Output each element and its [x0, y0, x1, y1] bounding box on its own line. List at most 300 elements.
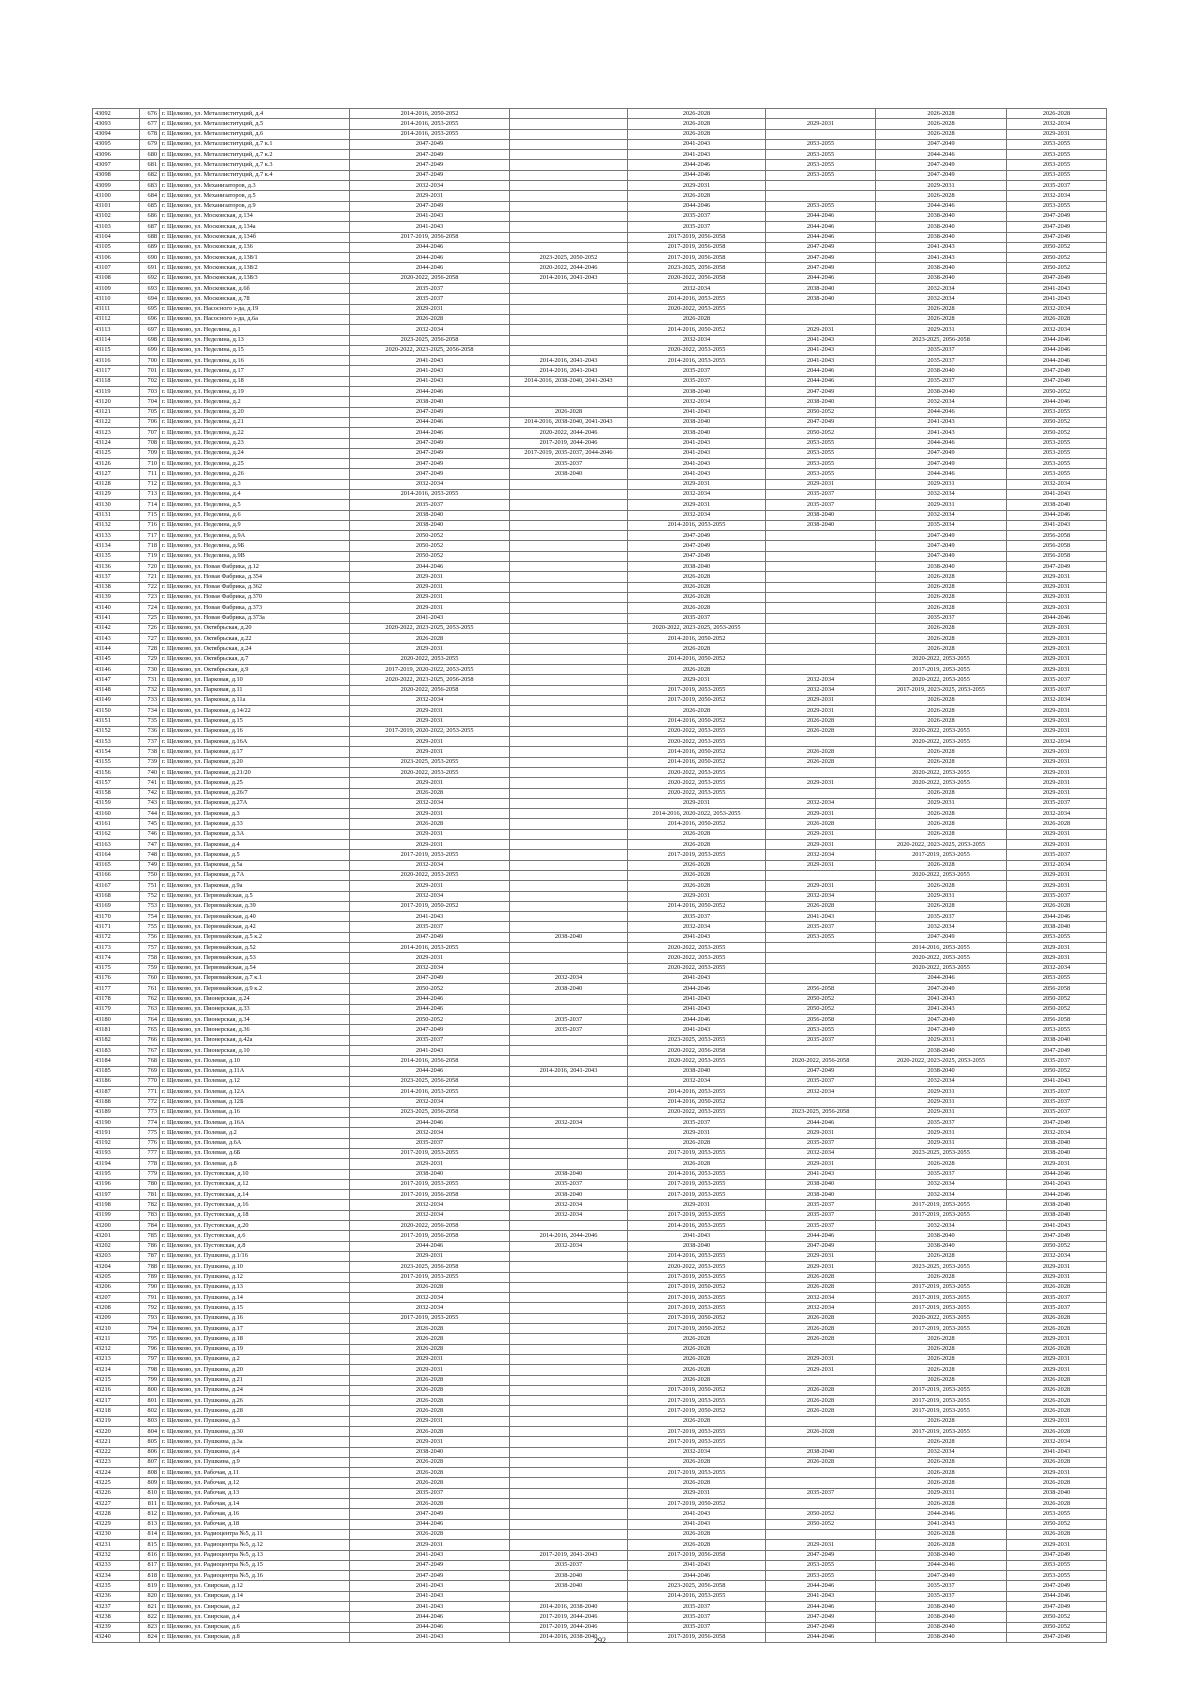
cell-id: 43201: [93, 1231, 140, 1241]
cell-p5: 2026-2028: [876, 809, 1007, 819]
cell-p6: 2032-2034: [1007, 860, 1107, 870]
table-row: [93, 994, 1107, 1004]
cell-id: 43173: [93, 943, 140, 953]
cell-p2: [510, 222, 628, 232]
cell-p4: [766, 768, 876, 778]
cell-id: 43165: [93, 860, 140, 870]
cell-id: 43142: [93, 623, 140, 633]
cell-p6: 2029-2031: [1007, 870, 1107, 880]
cell-n: 679: [140, 139, 160, 149]
cell-p5: 2047-2049: [876, 459, 1007, 469]
cell-id: 43127: [93, 469, 140, 479]
cell-id: 43212: [93, 1344, 140, 1354]
cell-p1: 2026-2028: [350, 1375, 510, 1385]
cell-p2: [510, 1385, 628, 1395]
cell-p6: 2050-2052: [1007, 242, 1107, 252]
cell-address: г. Щелково, ул. Первомайская, д.39: [160, 901, 350, 911]
cell-n: 681: [140, 160, 160, 170]
cell-n: 808: [140, 1468, 160, 1478]
cell-p1: 2029-2031: [350, 644, 510, 654]
cell-n: 817: [140, 1560, 160, 1570]
cell-n: 720: [140, 562, 160, 572]
cell-address: г. Щелково, ул. Парковая, д.3А: [160, 829, 350, 839]
cell-p6: 2050-2052: [1007, 994, 1107, 1004]
table-row: [93, 1097, 1107, 1107]
cell-p1: 2044-2046: [350, 1066, 510, 1076]
cell-id: 43155: [93, 757, 140, 767]
cell-p3: 2038-2040: [628, 387, 766, 397]
cell-p4: 2041-2043: [766, 1591, 876, 1601]
cell-p5: 2035-2037: [876, 1581, 1007, 1591]
cell-id: 43181: [93, 1025, 140, 1035]
cell-n: 677: [140, 119, 160, 129]
cell-p4: 2032-2034: [766, 1087, 876, 1097]
cell-p6: 2044-2046: [1007, 335, 1107, 345]
cell-p2: 2032-2034: [510, 1210, 628, 1220]
cell-p1: 2041-2043: [350, 211, 510, 221]
cell-p5: 2038-2040: [876, 1550, 1007, 1560]
cell-n: 689: [140, 242, 160, 252]
cell-p3: 2017-2019, 2050-2052: [628, 1282, 766, 1292]
cell-p1: 2035-2037: [350, 922, 510, 932]
cell-p4: [766, 191, 876, 201]
cell-p4: 2044-2046: [766, 376, 876, 386]
cell-id: 43187: [93, 1087, 140, 1097]
cell-p4: [766, 1375, 876, 1385]
cell-id: 43105: [93, 242, 140, 252]
cell-p6: 2032-2034: [1007, 1437, 1107, 1447]
table-row: [93, 798, 1107, 808]
cell-p3: 2041-2043: [628, 994, 766, 1004]
table-row: [93, 1344, 1107, 1354]
cell-p3: 2020-2022, 2053-2055: [628, 788, 766, 798]
cell-p2: [510, 531, 628, 541]
table-row: [93, 1241, 1107, 1251]
cell-p1: 2032-2034: [350, 1097, 510, 1107]
table-row: [93, 1066, 1107, 1076]
cell-id: 43092: [93, 109, 140, 119]
cell-p6: 2041-2043: [1007, 1447, 1107, 1457]
cell-p2: [510, 778, 628, 788]
cell-p3: 2026-2028: [628, 881, 766, 891]
cell-p1: 2038-2040: [350, 397, 510, 407]
cell-p2: 2026-2028: [510, 407, 628, 417]
cell-id: 43237: [93, 1602, 140, 1612]
cell-p1: 2014-2016, 2053-2055: [350, 489, 510, 499]
cell-p2: [510, 242, 628, 252]
cell-p3: 2041-2043: [628, 1560, 766, 1570]
cell-n: 770: [140, 1076, 160, 1086]
cell-p2: [510, 1396, 628, 1406]
cell-p4: 2053-2055: [766, 438, 876, 448]
cell-p2: [510, 1354, 628, 1364]
cell-p4: [766, 582, 876, 592]
cell-p6: 2047-2049: [1007, 1550, 1107, 1560]
cell-p2: 2035-2037: [510, 1179, 628, 1189]
cell-p1: 2044-2046: [350, 1622, 510, 1632]
table-row: [93, 1365, 1107, 1375]
cell-address: г. Щелково, ул. Пушкина, д.3а: [160, 1437, 350, 1447]
cell-p1: 2050-2052: [350, 551, 510, 561]
cell-p1: 2035-2037: [350, 500, 510, 510]
cell-p2: [510, 201, 628, 211]
cell-p5: 2026-2028: [876, 1251, 1007, 1261]
cell-p5: 2020-2022, 2053-2055: [876, 870, 1007, 880]
cell-p3: 2020-2022, 2053-2055: [628, 304, 766, 314]
cell-p6: 2035-2037: [1007, 1087, 1107, 1097]
cell-p2: 2038-2040: [510, 1571, 628, 1581]
cell-p2: [510, 757, 628, 767]
cell-p5: 2026-2028: [876, 1334, 1007, 1344]
cell-id: 43228: [93, 1509, 140, 1519]
table-row: [93, 201, 1107, 211]
cell-p1: 2047-2049: [350, 160, 510, 170]
cell-id: 43097: [93, 160, 140, 170]
cell-p3: 2032-2034: [628, 284, 766, 294]
cell-p2: [510, 768, 628, 778]
cell-n: 731: [140, 675, 160, 685]
cell-p2: [510, 613, 628, 623]
cell-address: г. Щелково, ул. Насосного з-да, д.6а: [160, 314, 350, 324]
cell-p3: 2023-2025, 2056-2058: [628, 263, 766, 273]
cell-p5: 2047-2049: [876, 448, 1007, 458]
cell-p6: 2029-2031: [1007, 1272, 1107, 1282]
cell-address: г. Щелково, ул. Пушкина, д.30: [160, 1427, 350, 1437]
cell-p6: 2047-2049: [1007, 562, 1107, 572]
cell-p5: 2026-2028: [876, 634, 1007, 644]
cell-p5: 2026-2028: [876, 603, 1007, 613]
cell-p4: 2047-2049: [766, 253, 876, 263]
cell-p6: 2029-2031: [1007, 1540, 1107, 1550]
cell-p1: 2026-2028: [350, 1529, 510, 1539]
cell-p6: 2044-2046: [1007, 912, 1107, 922]
cell-p3: 2041-2043: [628, 932, 766, 942]
cell-p3: 2014-2016, 2053-2055: [628, 520, 766, 530]
cell-p3: 2026-2028: [628, 1457, 766, 1467]
table-row: [93, 459, 1107, 469]
cell-id: 43224: [93, 1468, 140, 1478]
cell-n: 701: [140, 366, 160, 376]
cell-p5: 2026-2028: [876, 1272, 1007, 1282]
cell-n: 768: [140, 1056, 160, 1066]
cell-p4: 2038-2040: [766, 1179, 876, 1189]
cell-p1: 2023-2025, 2056-2058: [350, 335, 510, 345]
cell-p3: 2023-2025, 2056-2058: [628, 1581, 766, 1591]
cell-address: г. Щелково, ул. Пушкина, д.1/16: [160, 1251, 350, 1261]
cell-p1: 2035-2037: [350, 1035, 510, 1045]
cell-id: 43135: [93, 551, 140, 561]
cell-id: 43169: [93, 901, 140, 911]
table-row: [93, 1118, 1107, 1128]
cell-p2: [510, 1324, 628, 1334]
cell-address: г. Щелково, ул. Пионерская, д.42а: [160, 1035, 350, 1045]
cell-n: 756: [140, 932, 160, 942]
cell-address: г. Щелково, ул. Пушкина, д.20: [160, 1365, 350, 1375]
cell-id: 43107: [93, 263, 140, 273]
cell-p2: [510, 881, 628, 891]
cell-p1: 2014-2016, 2053-2055: [350, 129, 510, 139]
cell-id: 43197: [93, 1190, 140, 1200]
table-row: [93, 469, 1107, 479]
cell-p3: 2032-2034: [628, 397, 766, 407]
cell-p2: 2014-2016, 2038-2040: [510, 1602, 628, 1612]
cell-id: 43095: [93, 139, 140, 149]
table-row: [93, 963, 1107, 973]
cell-p1: 2044-2046: [350, 387, 510, 397]
cell-p3: 2038-2040: [628, 417, 766, 427]
cell-n: 814: [140, 1529, 160, 1539]
table-row: [93, 1221, 1107, 1231]
cell-p2: [510, 603, 628, 613]
table-row: [93, 1025, 1107, 1035]
cell-address: г. Щелково, ул. Пионерская, д.33: [160, 1004, 350, 1014]
cell-p4: 2026-2028: [766, 726, 876, 736]
cell-p3: 2035-2037: [628, 912, 766, 922]
cell-id: 43160: [93, 809, 140, 819]
table-row: [93, 778, 1107, 788]
cell-p2: [510, 1529, 628, 1539]
cell-p1: 2029-2031: [350, 1416, 510, 1426]
cell-p5: 2029-2031: [876, 181, 1007, 191]
cell-address: г. Щелково, ул. Свирская, д.4: [160, 1612, 350, 1622]
cell-address: г. Щелково, ул. Пустовская, д.6: [160, 1231, 350, 1241]
cell-p3: 2035-2037: [628, 613, 766, 623]
cell-p4: [766, 973, 876, 983]
cell-p3: 2014-2016, 2050-2052: [628, 716, 766, 726]
cell-address: г. Щелково, ул. Новая Фабрика, д.370: [160, 592, 350, 602]
cell-id: 43219: [93, 1416, 140, 1426]
cell-p1: 2032-2034: [350, 1210, 510, 1220]
cell-p5: 2026-2028: [876, 1344, 1007, 1354]
cell-address: г. Щелково, ул. Неделина, д.9: [160, 520, 350, 530]
cell-p5: 2020-2022, 2023-2025, 2053-2055: [876, 840, 1007, 850]
cell-p5: 2020-2022, 2053-2055: [876, 675, 1007, 685]
cell-p5: 2026-2028: [876, 1529, 1007, 1539]
cell-p2: [510, 500, 628, 510]
cell-p5: 2026-2028: [876, 1416, 1007, 1426]
cell-id: 43162: [93, 829, 140, 839]
table-row: [93, 489, 1107, 499]
cell-p5: 2032-2034: [876, 294, 1007, 304]
cell-p6: 2047-2049: [1007, 211, 1107, 221]
cell-p4: 2047-2049: [766, 1066, 876, 1076]
cell-p4: 2047-2049: [766, 1241, 876, 1251]
cell-address: г. Щелково, ул. Первомайская, д.42: [160, 922, 350, 932]
cell-p3: 2029-2031: [628, 1488, 766, 1498]
cell-p6: 2056-2058: [1007, 984, 1107, 994]
cell-p1: 2029-2031: [350, 716, 510, 726]
cell-p6: 2050-2052: [1007, 263, 1107, 273]
cell-p6: 2029-2031: [1007, 829, 1107, 839]
table-row: [93, 366, 1107, 376]
cell-address: г. Щелково, ул. Рабочая, д.14: [160, 1499, 350, 1509]
cell-p4: 2035-2037: [766, 1210, 876, 1220]
cell-n: 780: [140, 1179, 160, 1189]
cell-p5: 2014-2016, 2053-2055: [876, 943, 1007, 953]
cell-p6: 2044-2046: [1007, 397, 1107, 407]
cell-p3: 2017-2019, 2050-2052: [628, 1406, 766, 1416]
cell-p1: 2050-2052: [350, 984, 510, 994]
cell-p6: 2044-2046: [1007, 1190, 1107, 1200]
cell-address: г. Щелково, ул. Рабочая, д.11: [160, 1468, 350, 1478]
table-row: [93, 160, 1107, 170]
cell-p4: 2047-2049: [766, 242, 876, 252]
cell-address: г. Щелково, ул. Неделина, д.17: [160, 366, 350, 376]
table-row: [93, 1581, 1107, 1591]
cell-n: 815: [140, 1540, 160, 1550]
cell-p1: 2029-2031: [350, 1159, 510, 1169]
cell-p5: 2026-2028: [876, 819, 1007, 829]
cell-id: 43113: [93, 325, 140, 335]
cell-address: г. Щелково, ул. Парковая, д.5: [160, 850, 350, 860]
cell-p6: 2029-2031: [1007, 757, 1107, 767]
table-row: [93, 840, 1107, 850]
cell-p5: 2026-2028: [876, 129, 1007, 139]
cell-p4: 2029-2031: [766, 1354, 876, 1364]
cell-n: 724: [140, 603, 160, 613]
cell-p1: 2029-2031: [350, 1251, 510, 1261]
cell-address: г. Щелково, ул. Пустовская, д.18: [160, 1210, 350, 1220]
cell-address: г. Щелково, ул. Пушкина, д.3: [160, 1416, 350, 1426]
cell-p1: 2044-2046: [350, 253, 510, 263]
table-row: [93, 520, 1107, 530]
cell-p2: [510, 1313, 628, 1323]
cell-p4: 2044-2046: [766, 211, 876, 221]
cell-p2: [510, 706, 628, 716]
cell-address: г. Щелково, ул. Свирская, д.2: [160, 1602, 350, 1612]
cell-p3: 2017-2019, 2056-2058: [628, 242, 766, 252]
cell-p4: 2035-2037: [766, 1035, 876, 1045]
cell-p6: 2029-2031: [1007, 623, 1107, 633]
cell-p2: 2032-2034: [510, 1241, 628, 1251]
cell-p3: 2014-2016, 2053-2055: [628, 1087, 766, 1097]
cell-id: 43137: [93, 572, 140, 582]
cell-p1: 2041-2043: [350, 1046, 510, 1056]
cell-p4: 2041-2043: [766, 356, 876, 366]
cell-p4: 2047-2049: [766, 1622, 876, 1632]
cell-p5: 2017-2019, 2053-2055: [876, 850, 1007, 860]
table-row: [93, 232, 1107, 242]
cell-n: 730: [140, 665, 160, 675]
cell-address: г. Щелково, ул. Полевая, д.12: [160, 1076, 350, 1086]
cell-address: г. Щелково, ул. Пустовская, д.10: [160, 1169, 350, 1179]
cell-address: г. Щелково, ул. Металлиституций, д.7 к.3: [160, 160, 350, 170]
cell-p1: 2029-2031: [350, 953, 510, 963]
table-row: [93, 1354, 1107, 1364]
cell-p2: [510, 1447, 628, 1457]
cell-p6: 2035-2037: [1007, 1107, 1107, 1117]
table-row: [93, 1159, 1107, 1169]
cell-p1: 2047-2049: [350, 438, 510, 448]
cell-id: 43154: [93, 747, 140, 757]
cell-n: 707: [140, 428, 160, 438]
cell-p6: 2029-2031: [1007, 129, 1107, 139]
cell-p6: 2035-2037: [1007, 891, 1107, 901]
cell-n: 760: [140, 973, 160, 983]
cell-p4: 2050-2052: [766, 994, 876, 1004]
cell-p2: [510, 1540, 628, 1550]
cell-p5: 2035-2037: [876, 1118, 1007, 1128]
cell-p5: 2026-2028: [876, 1499, 1007, 1509]
cell-n: 700: [140, 356, 160, 366]
cell-p1: 2017-2019, 2053-2055: [350, 850, 510, 860]
cell-address: г. Щелково, ул. Радиоцентра №5, д.11: [160, 1529, 350, 1539]
cell-address: г. Щелково, ул. Первомайская, д.9 к.2: [160, 984, 350, 994]
cell-p2: [510, 623, 628, 633]
cell-n: 811: [140, 1499, 160, 1509]
cell-p3: 2029-2031: [628, 500, 766, 510]
cell-id: 43176: [93, 973, 140, 983]
cell-p6: 2053-2055: [1007, 973, 1107, 983]
cell-p3: 2041-2043: [628, 139, 766, 149]
cell-p3: 2029-2031: [628, 181, 766, 191]
cell-p1: 2029-2031: [350, 592, 510, 602]
cell-p5: 2047-2049: [876, 1571, 1007, 1581]
cell-p3: 2023-2025, 2053-2055: [628, 1035, 766, 1045]
cell-address: г. Щелково, ул. Пионерская, д.10: [160, 1046, 350, 1056]
cell-address: г. Щелково, ул. Металлиституций, д.7 к.1: [160, 139, 350, 149]
cell-p4: 2053-2055: [766, 1571, 876, 1581]
cell-n: 821: [140, 1602, 160, 1612]
cell-p4: 2026-2028: [766, 1324, 876, 1334]
cell-p5: 2026-2028: [876, 582, 1007, 592]
cell-p3: 2026-2028: [628, 603, 766, 613]
cell-p6: 2041-2043: [1007, 1179, 1107, 1189]
cell-p5: 2026-2028: [876, 695, 1007, 705]
cell-id: 43164: [93, 850, 140, 860]
table-row: [93, 551, 1107, 561]
cell-p3: 2020-2022, 2056-2058: [628, 1046, 766, 1056]
cell-address: г. Щелково, ул. Московская, д.134б: [160, 232, 350, 242]
cell-p6: 2050-2052: [1007, 253, 1107, 263]
table-row: [93, 263, 1107, 273]
cell-address: г. Щелково, ул. Полевая, д.12А: [160, 1087, 350, 1097]
cell-p4: [766, 1344, 876, 1354]
cell-p3: 2026-2028: [628, 572, 766, 582]
cell-address: г. Щелково, ул. Первомайская, д.40: [160, 912, 350, 922]
cell-p3: 2032-2034: [628, 1076, 766, 1086]
cell-p5: 2032-2034: [876, 1447, 1007, 1457]
cell-p2: [510, 139, 628, 149]
cell-p1: 2017-2019, 2053-2055: [350, 1313, 510, 1323]
cell-p4: 2029-2031: [766, 840, 876, 850]
cell-p6: 2035-2037: [1007, 850, 1107, 860]
cell-address: г. Щелково, ул. Рабочая, д.13: [160, 1488, 350, 1498]
cell-p1: 2041-2043: [350, 356, 510, 366]
cell-address: г. Щелково, ул. Первомайская, д.5: [160, 891, 350, 901]
cell-p5: 2020-2022, 2053-2055: [876, 778, 1007, 788]
table-row: [93, 675, 1107, 685]
cell-n: 765: [140, 1025, 160, 1035]
cell-p5: 2044-2046: [876, 1509, 1007, 1519]
cell-p4: [766, 634, 876, 644]
cell-p2: [510, 294, 628, 304]
cell-p4: 2050-2052: [766, 1519, 876, 1529]
cell-p2: [510, 1128, 628, 1138]
cell-p2: 2017-2019, 2035-2037, 2044-2046: [510, 448, 628, 458]
cell-p2: 2035-2037: [510, 1015, 628, 1025]
cell-n: 809: [140, 1478, 160, 1488]
cell-p5: 2047-2049: [876, 170, 1007, 180]
cell-p2: [510, 345, 628, 355]
cell-p3: 2044-2046: [628, 984, 766, 994]
table-row: [93, 211, 1107, 221]
cell-p3: 2026-2028: [628, 665, 766, 675]
cell-p1: 2041-2043: [350, 1591, 510, 1601]
cell-address: г. Щелково, ул. Металлиституций, д.5: [160, 119, 350, 129]
table-row: [93, 932, 1107, 942]
cell-address: г. Щелково, ул. Новая Фабрика, д.373: [160, 603, 350, 613]
